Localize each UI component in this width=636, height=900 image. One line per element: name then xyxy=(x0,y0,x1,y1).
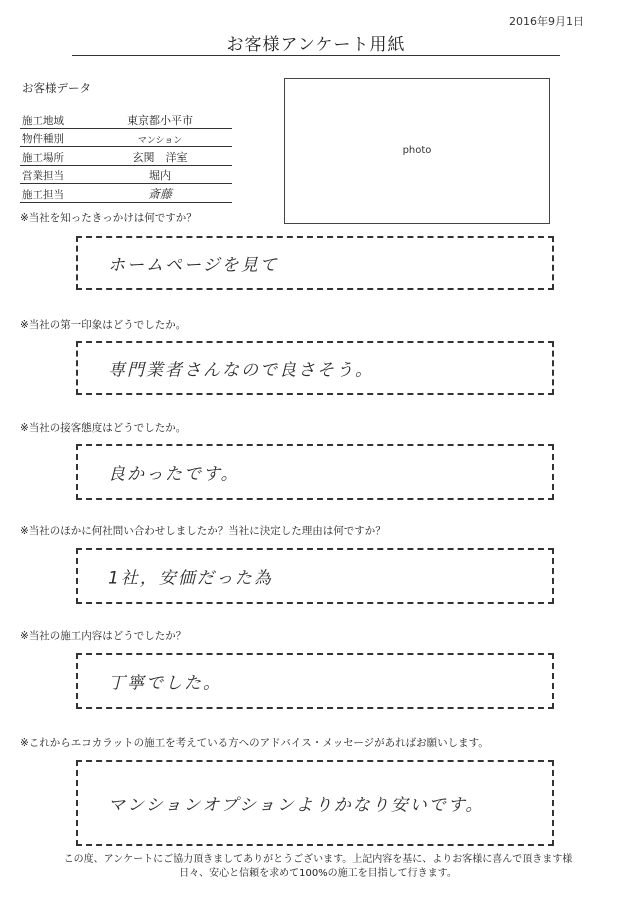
answer-box-2 xyxy=(76,341,554,395)
info-value: 玄関 洋室 xyxy=(132,150,188,164)
answer-handwritten-4: 1社，安価だった為 xyxy=(108,568,273,589)
info-row-installer xyxy=(20,184,232,203)
footer-line-2: 日々、安心と信頼を求めて100%の施工を目指して行きます。 xyxy=(179,868,457,879)
answer-box-6 xyxy=(76,760,554,846)
question-2: ※当社の第一印象はどうでしたか。 xyxy=(20,319,187,331)
info-row-location xyxy=(20,147,232,166)
answer-handwritten-1: ホームページを見て xyxy=(108,255,279,276)
question-1: ※当社を知ったきっかけは何ですか？ xyxy=(20,212,197,224)
info-label: 物件種別 xyxy=(22,133,64,145)
info-row-property-type xyxy=(20,129,232,148)
info-label: 営業担当 xyxy=(22,170,64,182)
customer-info-table xyxy=(20,110,232,203)
info-value: 堀内 xyxy=(149,169,171,182)
footer-line-1: この度、アンケートにご協力頂きましてありがとうございます。上記内容を基に、よりお客様に喜んで頂きます様 xyxy=(63,854,573,865)
page-title: お客様アンケート用紙 xyxy=(226,35,406,55)
info-row-sales-rep xyxy=(20,166,232,185)
info-label: 施工場所 xyxy=(22,151,64,164)
answer-box-1 xyxy=(76,236,554,290)
footer-message xyxy=(20,853,616,881)
photo-placeholder xyxy=(284,78,550,224)
question-5: ※当社の施工内容はどうでしたか？ xyxy=(20,630,187,642)
answer-box-5 xyxy=(76,653,554,709)
info-value-handwritten: 斎藤 xyxy=(147,186,172,201)
info-value: マンション xyxy=(137,136,183,146)
info-value: 東京都小平市 xyxy=(127,113,193,127)
question-4: ※当社のほかに何社問い合わせしましたか？当社に決定した理由は何ですか？ xyxy=(20,525,386,537)
answer-handwritten-3: 良かったです。 xyxy=(108,464,240,485)
answer-box-4 xyxy=(76,548,554,604)
info-label: 施工担当 xyxy=(22,188,64,201)
question-3: ※当社の接客態度はどうでしたか。 xyxy=(20,422,187,434)
photo-label: photo xyxy=(402,145,432,156)
answer-handwritten-2: 専門業者さんなので良さそう。 xyxy=(108,360,374,381)
customer-data-heading: お客様データ xyxy=(22,81,91,95)
title-underline xyxy=(72,55,560,56)
info-row-area xyxy=(20,110,232,129)
answer-handwritten-6: マンションオプションよりかなり安いです。 xyxy=(108,795,485,816)
answer-box-3 xyxy=(76,444,554,500)
info-label: 施工地域 xyxy=(22,114,64,127)
survey-date: 2016年9月1日 xyxy=(509,15,584,28)
answer-handwritten-5: 丁寧でした。 xyxy=(108,673,222,694)
question-6: ※これからエコカラットの施工を考えている方へのアドバイス・メッセージがあればお願いします。 xyxy=(20,737,489,749)
